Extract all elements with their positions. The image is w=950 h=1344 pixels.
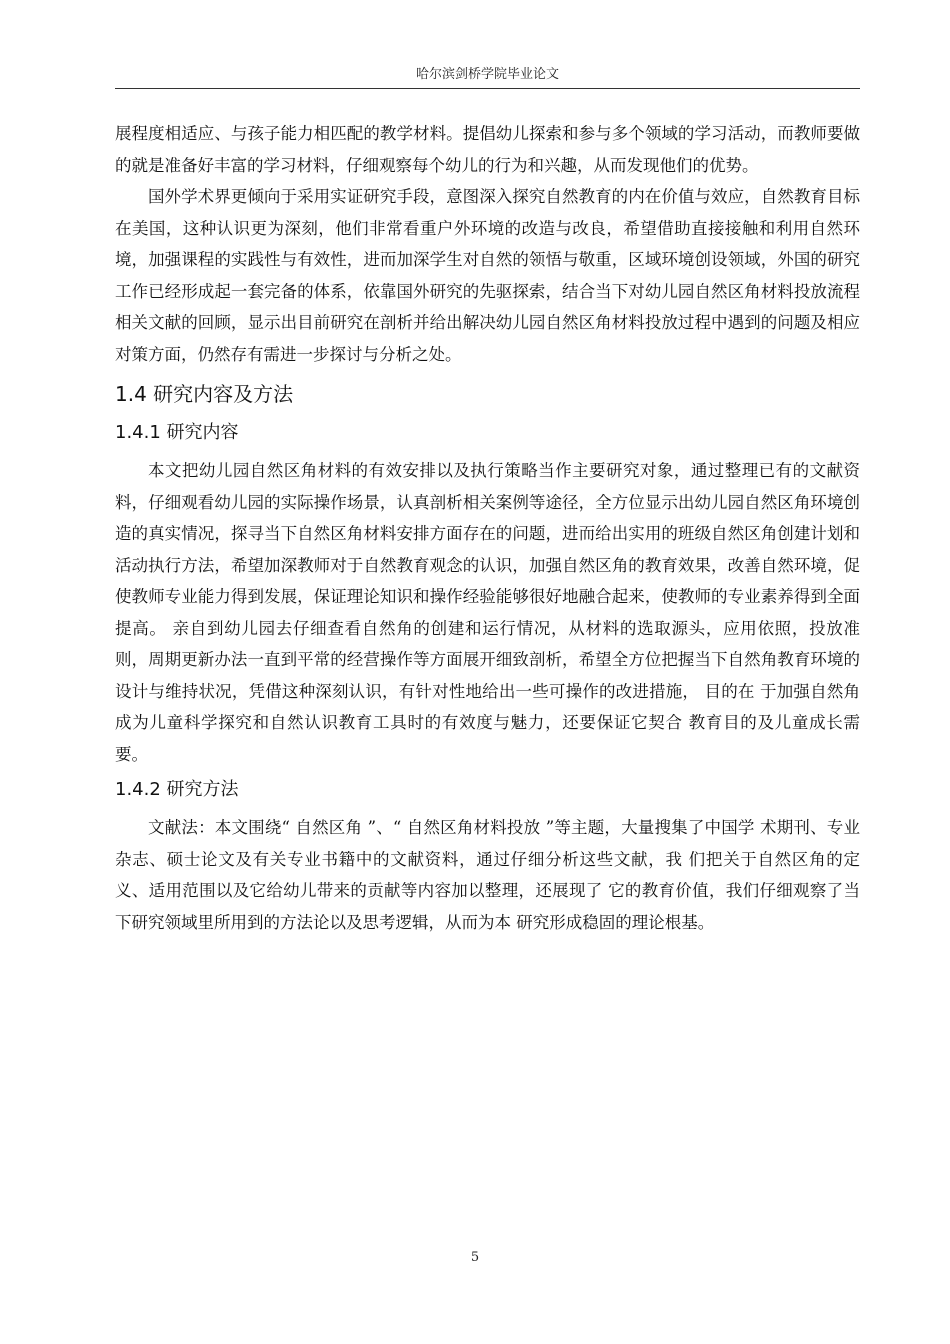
section-heading-1-4-2: 1.4.2 研究方法 xyxy=(115,779,239,800)
paragraph-foreign-research: 国外学术界更倾向于采用实证研究手段，意图深入探究自然教育的内在价值与效应，自然教育目标在美国，这种认识更为深刻，他们非常看重户外环境的改造与改良，希望借助直接接触和利用自然环境，加强课程的实践性与有效性，进而加深学生对自然的领悟与敬重，区域环境创设领域，外国的研究工作已经形成起一套完备的体系，依靠国外研究的先驱探索，结合当下对幼儿园自然区角材料投放流程相关文献的回顾，显示出目前研究在剖析并给出解决幼儿园自然区角材料投放过程中遇到的问题及相应对策方面，仍然存有需进一步探讨与分析之处。 xyxy=(115,187,860,364)
section-heading-1-4-1: 1.4.1 研究内容 xyxy=(115,422,239,443)
document-body xyxy=(115,118,860,938)
section-heading-1-4: 1.4 研究内容及方法 xyxy=(115,382,294,406)
paragraph-research-method: 文献法：本文围绕“ 自然区角 ”、“ 自然区角材料投放 ”等主题，大量搜集了中国学 术期刊、专业杂志、硕士论文及有关专业书籍中的文献资料，通过仔细分析这些文献，我 们把关于自然区角的定义、适用范围以及它给幼儿带来的贡献等内容加以整理，还展现了 它的教育价值，我们仔细观察了当下研究领域里所用到的方法论以及思考逻辑，从而为本 研究形成稳固的理论根基。 xyxy=(115,818,860,932)
page-header xyxy=(115,66,860,89)
paragraph-continued: 展程度相适应、与孩子能力相匹配的教学材料。提倡幼儿探索和参与多个领域的学习活动，而教师要做的就是准备好丰富的学习材料，仔细观察每个幼儿的行为和兴趣，从而发现他们的优势。 xyxy=(115,124,860,175)
page-number: 5 xyxy=(470,1250,480,1265)
header-title: 哈尔滨剑桥学院毕业论文 xyxy=(415,67,559,82)
paragraph-research-content: 本文把幼儿园自然区角材料的有效安排以及执行策略当作主要研究对象，通过整理已有的文献资料，仔细观看幼儿园的实际操作场景，认真剖析相关案例等途径，全方位显示出幼儿园自然区角环境创造的真实情况，探寻当下自然区角材料安排方面存在的问题，进而给出实用的班级自然区角创建计划和活动执行方法，希望加深教师对于自然教育观念的认识，加强自然区角的教育效果，改善自然环境，促使教师专业能力得到发展，保证理论知识和操作经验能够很好地融合起来，使教师的专业素养得到全面提高。 亲自到幼儿园去仔细查看自然角的创建和运行情况，从材料的选取源头，应用依照，投放准则，周期更新办法一直到平常的经营操作等方面展开细致剖析，希望全方位把握当下自然角教育环境的设计与维持状况，凭借这种深刻认识，有针对性地给出一些可操作的改进措施， 目的在 于加强自然角成为儿童科学探究和自然认识教育工具时的有效度与魅力，还要保证它契合 教育目的及儿童成长需要。 xyxy=(115,461,860,764)
